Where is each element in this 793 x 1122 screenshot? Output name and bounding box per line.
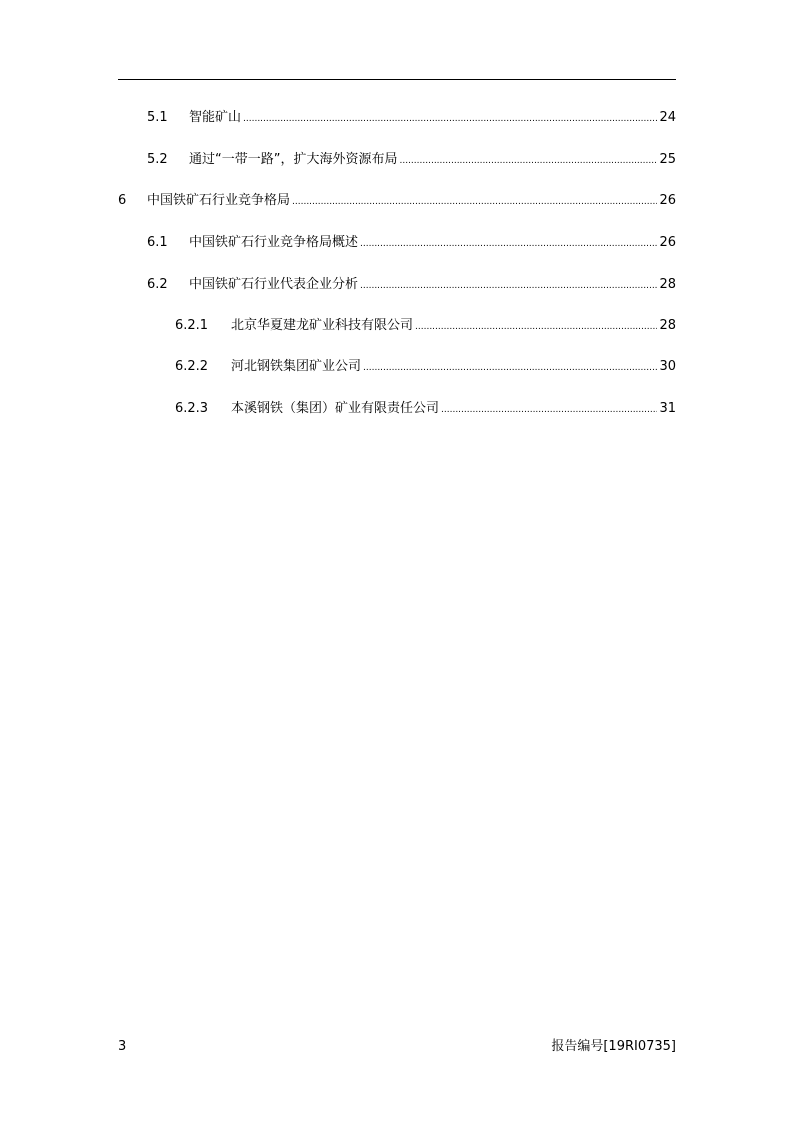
toc-entry[interactable]	[147, 275, 676, 295]
toc-entry[interactable]	[175, 357, 676, 377]
toc-dot-leader	[441, 400, 657, 420]
toc-entry-title: 中国铁矿石行业竞争格局概述	[189, 235, 359, 250]
toc-dot-leader	[243, 109, 657, 129]
toc-entry[interactable]	[147, 108, 676, 128]
toc-entry-number: 6.2	[147, 277, 168, 292]
toc-entry-page: 26	[659, 235, 676, 250]
toc-dot-leader	[292, 192, 657, 212]
toc-entry[interactable]	[175, 316, 676, 336]
toc-entry-title: 通过“一带一路”，扩大海外资源布局	[189, 152, 398, 167]
toc-entry-number: 6.2.1	[175, 318, 209, 333]
toc-entry-title: 智能矿山	[189, 110, 242, 125]
toc-entry-title: 北京华夏建龙矿业科技有限公司	[231, 318, 414, 333]
toc-dot-leader	[415, 317, 657, 337]
toc-entry[interactable]	[175, 399, 676, 419]
toc-entry-page: 25	[659, 152, 676, 167]
toc-entry[interactable]	[147, 233, 676, 253]
toc-entry[interactable]	[118, 191, 676, 211]
toc-dot-leader	[360, 234, 657, 254]
toc-entry-number: 6	[118, 193, 127, 208]
table-of-contents	[0, 0, 793, 430]
toc-entry-page: 30	[659, 359, 676, 374]
toc-entry-title: 中国铁矿石行业代表企业分析	[189, 277, 359, 292]
toc-entry-number: 5.1	[147, 110, 168, 125]
toc-dot-leader	[360, 276, 657, 296]
toc-entry-page: 28	[659, 277, 676, 292]
footer-page-number: 3	[118, 1039, 127, 1054]
toc-dot-leader	[363, 358, 657, 378]
toc-entry-title: 中国铁矿石行业竞争格局	[147, 193, 291, 208]
toc-entry-number: 6.2.3	[175, 401, 209, 416]
toc-entry-number: 5.2	[147, 152, 168, 167]
toc-entry-page: 28	[659, 318, 676, 333]
toc-entry-title: 河北钢铁集团矿业公司	[231, 359, 362, 374]
toc-entry-page: 24	[659, 110, 676, 125]
toc-entry-number: 6.2.2	[175, 359, 209, 374]
toc-entry-page: 26	[659, 193, 676, 208]
toc-dot-leader	[399, 151, 657, 171]
toc-entry-number: 6.1	[147, 235, 168, 250]
toc-entry[interactable]	[147, 150, 676, 170]
footer-report-id: 报告编号[19RI0735]	[551, 1039, 676, 1054]
toc-entry-page: 31	[659, 401, 676, 416]
toc-entry-title: 本溪钢铁（集团）矿业有限责任公司	[231, 401, 440, 416]
